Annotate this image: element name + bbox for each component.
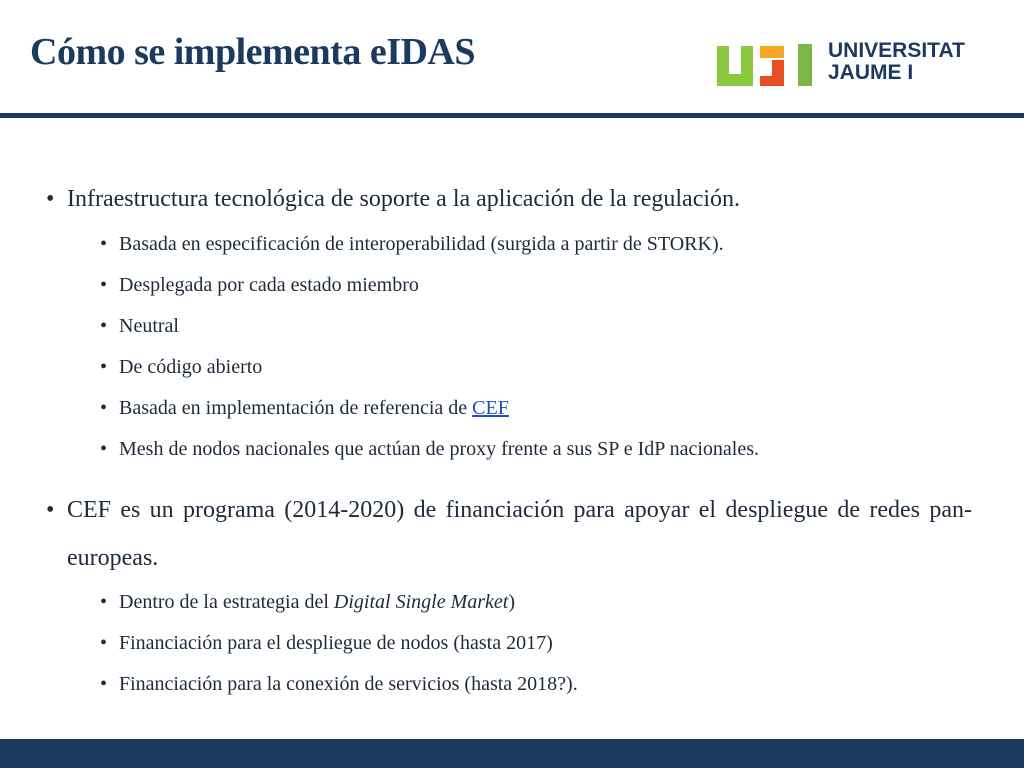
slide-title: Cómo se implementa eIDAS [30, 31, 476, 73]
bullet-icon: • [100, 315, 108, 337]
bullet-level2 [46, 224, 972, 265]
bullet-text: Desplegada por cada estado miembro [119, 274, 419, 296]
section-spacer [46, 470, 972, 486]
bullet-level2 [46, 388, 972, 429]
bullet-level2 [46, 623, 972, 664]
bullet-text: Mesh de nodos nacionales que actúan de proxy frente a sus SP e IdP nacionales. [119, 438, 760, 460]
bullet-text: Financiación para la conexión de servicios (hasta 2018?). [119, 673, 578, 695]
uji-logo-icon [714, 40, 824, 90]
bullet-text: Infraestructura tecnológica de soporte a la aplicación de la regulación. [67, 186, 741, 212]
logo-text [828, 40, 998, 84]
bullet-text-italic: Digital Single Market [333, 591, 509, 613]
bullet-level2 [46, 265, 972, 306]
university-logo [714, 40, 994, 90]
bullet-icon: • [100, 438, 108, 460]
bullet-level2 [46, 429, 972, 470]
bullet-icon: • [100, 356, 108, 378]
cef-link[interactable]: CEF [472, 397, 509, 419]
bullet-icon: • [100, 632, 108, 654]
bullet-icon: • [100, 397, 108, 419]
bullet-text: Basada en especificación de interoperabilidad (surgida a partir de STORK). [119, 233, 724, 255]
bullet-level1 [46, 175, 972, 223]
bullet-level2 [46, 582, 972, 623]
bullet-icon: • [100, 233, 108, 255]
bullet-icon: • [46, 186, 55, 212]
bullet-text: CEF es un programa (2014-2020) de financiación para apoyar el despliegue de redes pan-europeas. [67, 497, 972, 571]
bullet-text-prefix: Basada en implementación de referencia de [119, 397, 473, 419]
bullet-text: Financiación para el despliegue de nodos (hasta 2017) [119, 632, 553, 654]
footer-bar [0, 739, 1024, 768]
bullet-level2 [46, 306, 972, 347]
bullet-text: De código abierto [119, 356, 263, 378]
logo-line-1: UNIVERSITAT [828, 39, 965, 62]
bullet-text-suffix: ) [508, 591, 515, 613]
bullet-level1 [46, 486, 972, 582]
bullet-icon: • [100, 274, 108, 296]
bullet-text: Neutral [119, 315, 179, 337]
bullet-level2 [46, 664, 972, 705]
bullet-icon: • [46, 497, 55, 523]
slide-content [46, 175, 972, 705]
bullet-icon: • [100, 673, 108, 695]
bullet-icon: • [100, 591, 108, 613]
bullet-level2 [46, 347, 972, 388]
header-rule [0, 113, 1024, 118]
bullet-text-prefix: Dentro de la estrategia del [119, 591, 334, 613]
logo-line-2: JAUME I [828, 61, 914, 84]
